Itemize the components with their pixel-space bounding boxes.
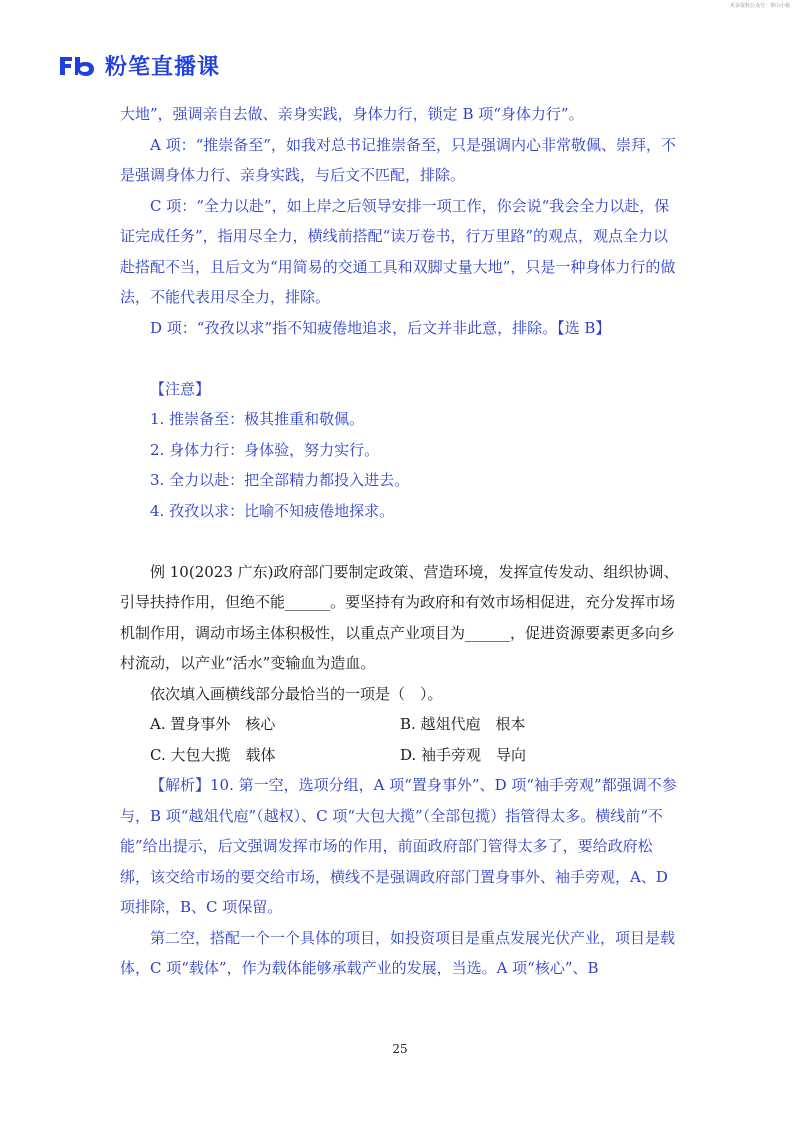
note-item: 4. 孜孜以求：比喻不知疲倦地探求。 — [150, 501, 395, 520]
option-b: B. 越俎代庖 根本 — [400, 715, 526, 733]
option-a: A. 置身事外 核心 — [150, 715, 276, 733]
brand-title: 粉笔直播课 — [105, 55, 221, 80]
question-stem: 例 10(2023 广东)政府部门要制定政策、营造环境，发挥宣传发动、组织协调、引导扶持作用，但绝不能______。要坚持有为政府和有效市场相促进，充分发挥市场机制作用，调动市场主体积极性，以重点产业项目为______，促进资源要素更多向乡村流动，以产业“活水”变输血为造血。 — [120, 562, 679, 672]
analysis-paragraph: A 项：“推崇备至”，如我对总书记推崇备至，只是强调内心非常敬佩、崇拜，不是强调身体力行、亲身实践，与后文不匹配，排除。 — [120, 135, 676, 184]
note-item: 3. 全力以赴：把全部精力都投入进去。 — [150, 471, 410, 489]
document-body — [120, 99, 680, 984]
option-c: C. 大包大揽 载体 — [150, 745, 276, 764]
options-row — [120, 740, 680, 771]
analysis-paragraph: 【解析】10. 第一空，选项分组，A 项“置身事外”、D 项“袖手旁观”都强调不参与，B 项“越俎代庖”（越权）、C 项“大包大揽”（全部包揽）指管得太多。横线前“不能”给出提示，后文强调发挥市场的作用，前面政府部门管得太多了，要给政府松绑，该交给市场的要交给市场，横线不是强调政府部门置身事外、袖手旁观，A、D 项排除，B、C 项保留。 — [120, 776, 677, 916]
analysis-paragraph: 第二空，搭配一个一个具体的项目，如投资项目是重点发展光伏产业，项目是载体，C 项“载体”，作为载体能够承载产业的发展，当选。A 项“核心”、B — [120, 928, 676, 977]
analysis-paragraph: D 项：“孜孜以求”指不知疲倦地追求，后文并非此意，排除。【选 B】 — [150, 318, 611, 337]
note-title: 【注意】 — [150, 379, 211, 398]
option-d: D. 袖手旁观 导向 — [400, 745, 527, 764]
page-header — [57, 50, 220, 81]
note-item: 1. 推崇备至：极其推重和敬佩。 — [150, 410, 365, 428]
analysis-paragraph: C 项：“全力以赴”，如上岸之后领导安排一项工作，你会说“我会全力以赴，保证完成任务”，指用尽全力，横线前搭配“读万卷书，行万里路”的观点，观点全力以赴搭配不当，且后文为“用简易的交通工具和双脚丈量大地”，只是一种身体力行的做法，不能代表用尽全力，排除。 — [120, 196, 676, 306]
options-row — [120, 709, 680, 740]
analysis-paragraph: 大地”，强调亲自去做、亲身实践，身体力行，锁定 B 项“身体力行”。 — [120, 105, 584, 123]
fb-logo-icon — [57, 54, 97, 78]
note-item: 2. 身体力行：身体验，努力实行。 — [150, 440, 380, 459]
page-number: 25 — [392, 1042, 408, 1056]
corner-note: 更多资料公众号：带山小猪 — [729, 3, 790, 9]
question-prompt: 依次填入画横线部分最恰当的一项是（ ）。 — [150, 684, 443, 703]
